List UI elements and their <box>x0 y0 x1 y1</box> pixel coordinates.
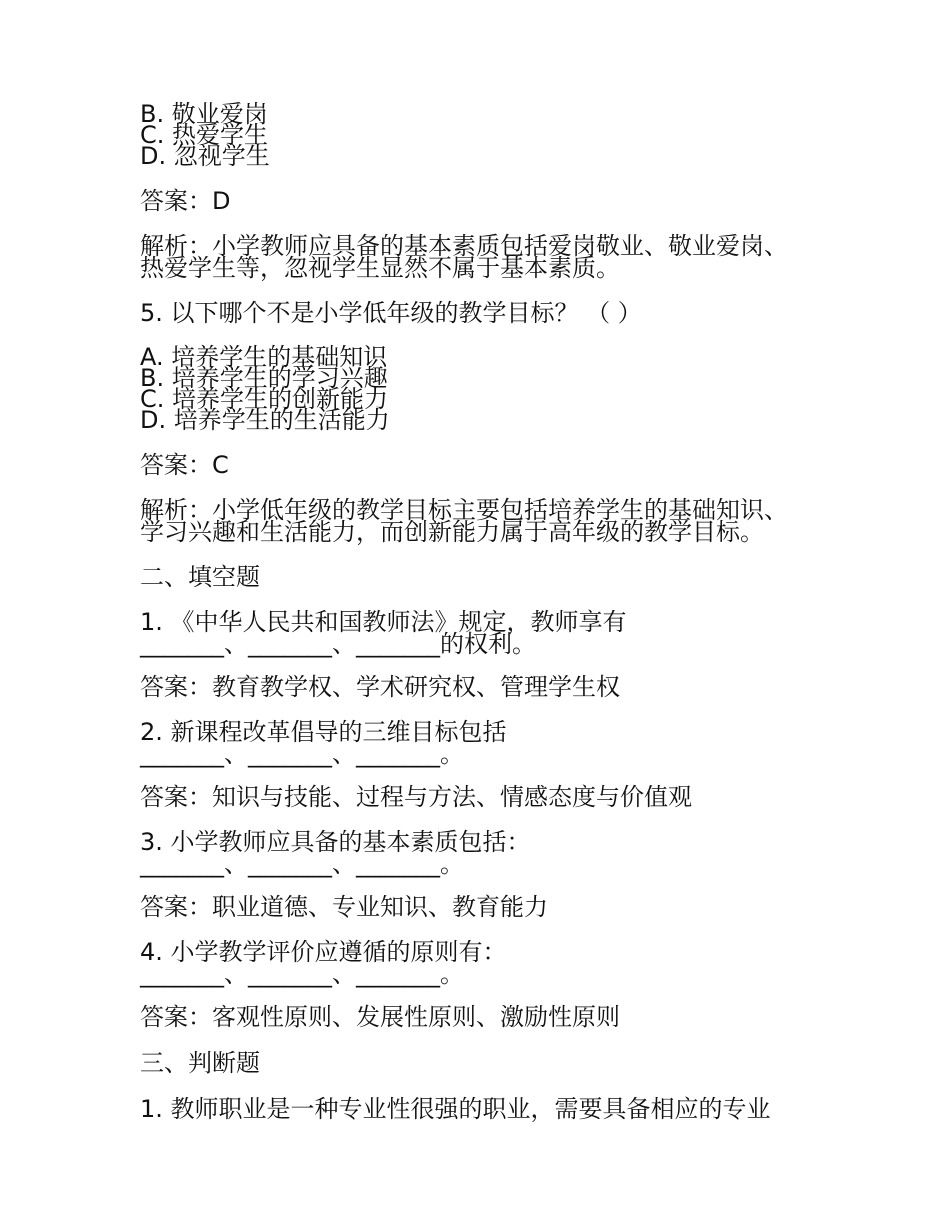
fill-question-2-line-2: _______、_______、_______。 <box>140 740 464 768</box>
fill-question-4-line-2: _______、_______、_______。 <box>140 960 464 988</box>
fill-question-4-line-1: 4. 小学教学评价应遵循的原则有： <box>140 938 507 966</box>
q5-option-d: D. 培养学生的生活能力 <box>140 406 390 434</box>
q5-answer: 答案：C <box>140 451 229 479</box>
section-title-fill-in: 二、填空题 <box>140 563 260 591</box>
q4-options <box>140 100 820 170</box>
fill-question-1-line-1: 1. 《中华人民共和国教师法》规定，教师享有 <box>140 608 627 636</box>
q5-option-c: C. 培养学生的创新能力 <box>140 385 389 413</box>
section-title-true-false: 三、判断题 <box>140 1049 260 1077</box>
fill-answer-2: 答案：知识与技能、过程与方法、情感态度与价值观 <box>140 783 692 811</box>
q4-option-b: B. 敬业爱岗 <box>140 100 268 128</box>
fill-answer-4: 答案：客观性原则、发展性原则、激励性原则 <box>140 1003 620 1031</box>
fill-question-1 <box>140 608 820 658</box>
q5-analysis-line-2: 学习兴趣和生活能力，而创新能力属于高年级的教学目标。 <box>140 518 764 546</box>
judge-question-1: 1. 教师职业是一种专业性很强的职业，需要具备相应的专业 <box>140 1095 771 1123</box>
q4-option-d: D. 忽视学生 <box>140 142 270 170</box>
q5-question: 5. 以下哪个不是小学低年级的教学目标？ （ ） <box>140 299 642 327</box>
q4-analysis <box>140 232 820 282</box>
fill-answer-3: 答案：职业道德、专业知识、教育能力 <box>140 893 548 921</box>
q5-option-b: B. 培养学生的学习兴趣 <box>140 364 388 392</box>
q5-analysis-line-1: 解析：小学低年级的教学目标主要包括培养学生的基础知识、 <box>140 496 788 524</box>
q5-options <box>140 343 820 434</box>
q5-analysis <box>140 496 820 546</box>
fill-question-1-line-2: _______、_______、_______的权利。 <box>140 630 536 658</box>
q5-option-a: A. 培养学生的基础知识 <box>140 343 388 371</box>
fill-question-2-line-1: 2. 新课程改革倡导的三维目标包括 <box>140 718 507 746</box>
fill-question-2 <box>140 718 820 768</box>
q4-option-c: C. 热爱学生 <box>140 121 269 149</box>
fill-question-3 <box>140 828 820 878</box>
q4-analysis-line-1: 解析：小学教师应具备的基本素质包括爱岗敬业、敬业爱岗、 <box>140 232 788 260</box>
fill-question-4 <box>140 938 820 988</box>
document-page <box>140 100 820 1123</box>
q4-answer: 答案：D <box>140 187 231 215</box>
fill-answer-1: 答案：教育教学权、学术研究权、管理学生权 <box>140 673 620 701</box>
fill-question-3-line-2: _______、_______、_______。 <box>140 850 464 878</box>
fill-question-3-line-1: 3. 小学教师应具备的基本素质包括： <box>140 828 531 856</box>
q4-analysis-line-2: 热爱学生等，忽视学生显然不属于基本素质。 <box>140 254 620 282</box>
